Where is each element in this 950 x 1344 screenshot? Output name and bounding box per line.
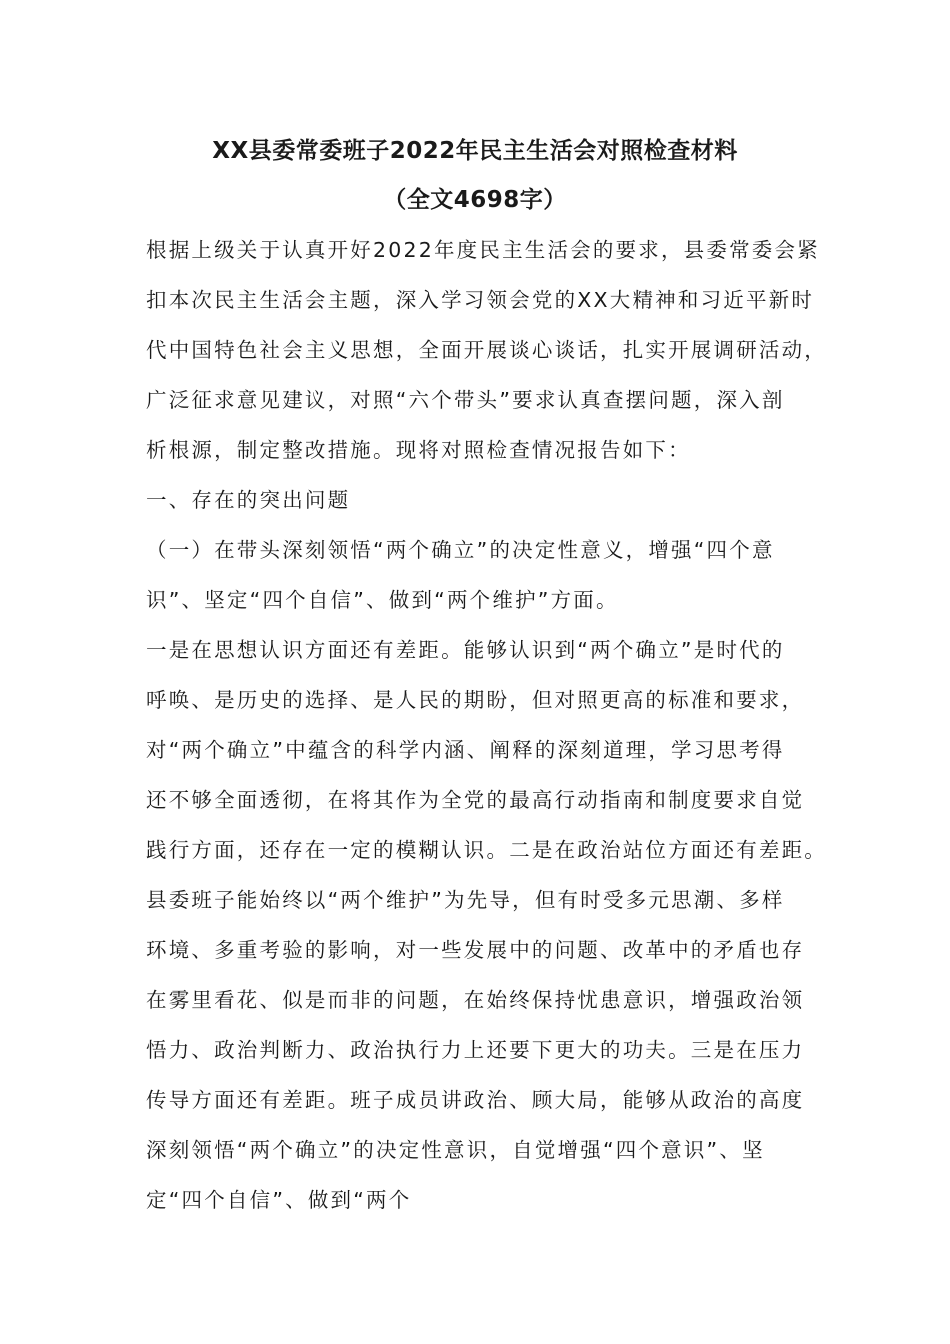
text-line: 广泛征求意见建议，对照“六个带头”要求认真查摆问题，深入剖 — [146, 388, 785, 412]
text-line: 根据上级关于认真开好2022年度民主生活会的要求，县委常委会紧 — [146, 238, 820, 262]
subsection-heading-line: （一）在带头深刻领悟“两个确立”的决定性意义，增强“四个意 — [146, 538, 775, 562]
text-line: 扣本次民主生活会主题，深入学习领会党的XX大精神和习近平新时 — [146, 288, 815, 312]
text-line: 代中国特色社会主义思想，全面开展谈心谈话，扎实开展调研活动， — [146, 338, 827, 362]
text-line: 传导方面还有差距。班子成员讲政治、顾大局，能够从政治的高度 — [146, 1088, 805, 1112]
text-line: 环境、多重考验的影响，对一些发展中的问题、改革中的矛盾也存 — [146, 938, 805, 962]
section-heading: 一、存在的突出问题 — [146, 488, 351, 512]
subsection-heading-line: 识”、坚定“四个自信”、做到“两个维护”方面。 — [146, 588, 619, 612]
text-line: 一是在思想认识方面还有差距。能够认识到“两个确立”是时代的 — [146, 638, 785, 662]
text-line: 还不够全面透彻，在将其作为全党的最高行动指南和制度要求自觉 — [146, 788, 805, 812]
text-line: 深刻领悟“两个确立”的决定性意识，自觉增强“四个意识”、坚 — [146, 1138, 765, 1162]
text-line: 定“四个自信”、做到“两个 — [146, 1188, 412, 1212]
text-line: 县委班子能始终以“两个维护”为先导，但有时受多元思潮、多样 — [146, 888, 785, 912]
document-title: XX县委常委班子2022年民主生活会对照检查材料 — [212, 138, 738, 164]
document-subtitle: （全文4698字） — [383, 187, 567, 213]
text-line: 践行方面，还存在一定的模糊认识。二是在政治站位方面还有差距。 — [146, 838, 827, 862]
text-line: 悟力、政治判断力、政治执行力上还要下更大的功夫。三是在压力 — [146, 1038, 805, 1062]
text-line: 在雾里看花、似是而非的问题，在始终保持忧患意识，增强政治领 — [146, 988, 805, 1012]
text-line: 对“两个确立”中蕴含的科学内涵、阐释的深刻道理，学习思考得 — [146, 738, 785, 762]
text-line: 析根源，制定整改措施。现将对照检查情况报告如下： — [146, 438, 691, 462]
document-body — [146, 232, 836, 1232]
text-line: 呼唤、是历史的选择、是人民的期盼，但对照更高的标准和要求， — [146, 688, 805, 712]
